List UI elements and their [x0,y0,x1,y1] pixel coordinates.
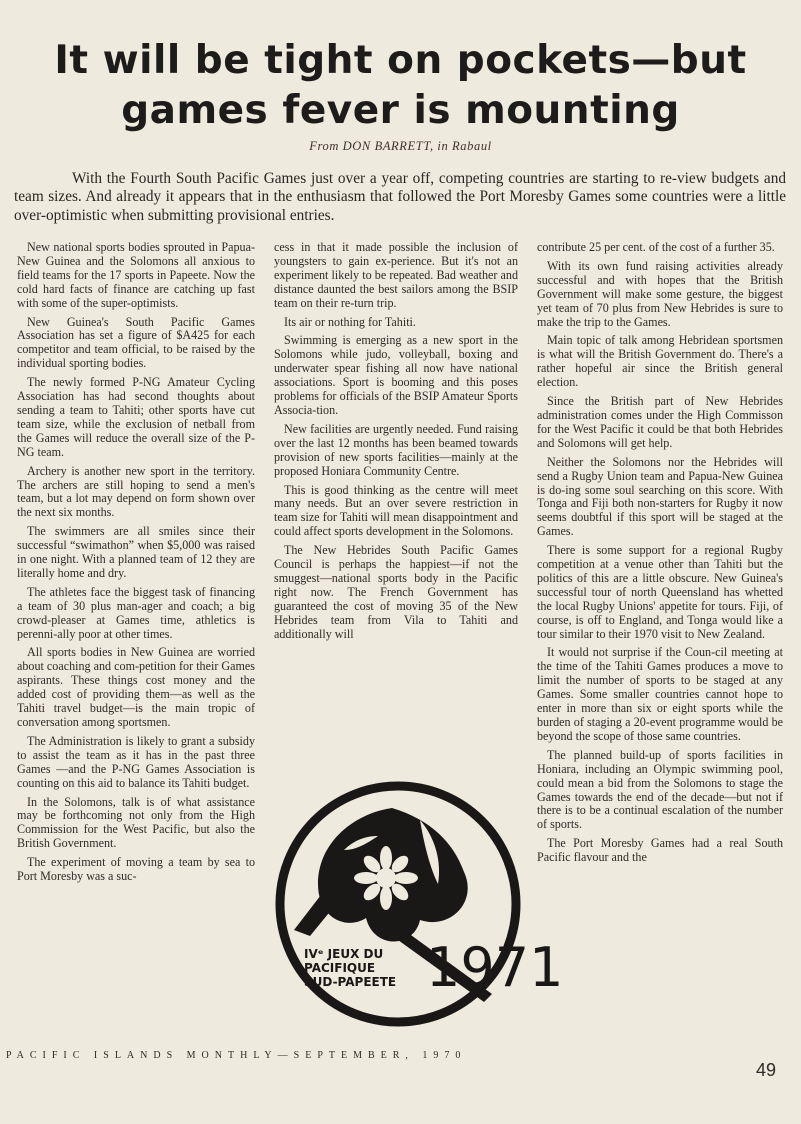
article-paragraph: cess in that it made possible the inclusion of youngsters to gain ex-perience. But it's not an experiment likely to be repeated. Bad weather and distance daunted the best sailors among the BSIP team on their re-turn trip. [274,240,518,310]
article-paragraph: The swimmers are all smiles since their successful “swimathon” when $5,000 was raised in one night. With a planned team of 12 they are literally home and dry. [17,524,255,580]
article-paragraph: The experiment of moving a team by sea to Port Moresby was a suc- [17,855,255,884]
article-paragraph: New national sports bodies sprouted in Papua-New Guinea and the Solomons all anxious to field teams for the 17 sports in Papeete. Now the cold hard facts of finance are catching up fast with some of the super-optimists. [17,240,255,310]
article-paragraph: Since the British part of New Hebrides administration comes under the High Commisson for the West Pacific it could be that both Hebrides and Solomons will get help. [537,394,783,450]
article-column-1 [17,241,255,889]
logo-year: 1971 [426,936,564,999]
article-paragraph: contribute 25 per cent. of the cost of a further 35. [537,240,775,254]
intro-paragraph: With the Fourth South Pacific Games just over a year off, competing countries are starting to re-view budgets and team sizes. And already it appears that in the enthusiasm that followed the Port Moresby Games some countries were a little over-optimistic when submitting provisional entries. [14,170,786,224]
article-paragraph: Its air or nothing for Tahiti. [284,314,416,329]
article-paragraph: The Administration is likely to grant a subsidy to assist the team as it has in the past three Games —and the P-NG Games Association is counting on this aid to balance its Tahiti budget. [17,733,255,790]
article-paragraph: There is some support for a regional Rugby competition at a venue other than Tahiti but the politics of this are a little obscure. New Guinea's successful tour of north Queensland has whetted the local Rugby Unions' appetite for tours. Fiji, of course, is off to England, and Tonga would like a tour similar to their 1970 visit to New Zealand. [537,543,783,641]
games-logo-emblem [274,780,564,1028]
article-column-3 [537,241,783,870]
article-paragraph: The New Hebrides South Pacific Games Council is perhaps the happiest—if not the smuggest—national sports body in the Pacific right now. The French Government has guaranteed the cost of moving 35 of the New Hebrides team from Vila to Tahiti and additionally will [274,543,518,641]
article-paragraph: New Guinea's South Pacific Games Association has set a figure of $A425 for each competitor and team official, to be raised by the individual sporting bodies. [17,314,255,371]
page-number: 49 [756,1060,777,1080]
article-paragraph: Main topic of talk among Hebridean sportsmen is what will the British Government do. There's a rather hopeful air since the British general election. [537,333,783,390]
article-paragraph: The planned build-up of sports facilities in Honiara, including an Olympic swimming pool, could mean a bid from the Solomons to stage the Games towards the end of the decade—but not if there is to be a continual escalation of the number of sports. [537,747,783,832]
article-paragraph: In the Solomons, talk is of what assistance may be forthcoming not only from the High Commission for the West Pacific, but also the British Government. [17,794,255,851]
article-paragraph: Archery is another new sport in the territory. The archers are still hoping to send a men's team, but a lot may depend on form shown over the next six months. [17,463,255,520]
logo-text-line-2: PACIFIQUE [304,961,376,975]
article-paragraph: Swimming is emerging as a new sport in the Solomons while judo, volleyball, boxing and underwater spear fishing all now have national associations. Sport is booming and this poses problems for officials of the BSIP Amateur Sports Associa-tion. [274,333,518,417]
article-paragraph: With its own fund raising activities already successful and with hopes that the British Government will make some gesture, the biggest yet team of 70 plus from New Hebrides is sure to make the trip to the Games. [537,258,783,329]
footer-masthead: PACIFIC ISLANDS MONTHLY—SEPTEMBER, 1970 [6,1050,467,1061]
article-paragraph: New facilities are urgently needed. Fund raising over the last 12 months has been beamed towards provision of new sports facilities—mainly at the proposed Honiara Community Centre. [274,421,518,478]
article-paragraph: Neither the Solomons nor the Hebrides will send a Rugby Union team and Papua-New Guinea is do-ing some soul searching on this score. With Tonga and Fiji both non-starters for Rugby it now seems doubtful if this sport will be staged at the Games. [537,454,783,539]
byline: From DON BARRETT, in Rabaul [309,139,492,153]
article-paragraph: The newly formed P-NG Amateur Cycling Association has had second thoughts about sending a team to Tahiti; other sports have cut team size, while the exclusion of netball from the Games will reduce the overall size of the P-NG team. [17,375,255,459]
article-paragraph: It would not surprise if the Coun-cil meeting at the time of the Tahiti Games produces a move to limit the number of sports to be staged at any Games. Some smaller countries cannot hope to enter in more than six or eight sports while the burden of staging a 20-event programme would be beyond the scope of those same countries. [537,645,783,743]
article-column-2 [274,241,518,646]
article-paragraph: The Port Moresby Games had a real South Pacific flavour and the [537,836,783,865]
headline-line-2: games fever is mounting [121,88,680,133]
headline [0,36,801,136]
headline-line-1: It will be tight on pockets—but [54,38,747,83]
article-paragraph: The athletes face the biggest task of financing a team of 30 plus man-ager and coach; a big crowd-pleaser at Games time, athletics is perenni-ally poor at other times. [17,584,255,641]
logo-text-line-3: SUD-PAPEETE [304,975,397,989]
article-paragraph: This is good thinking as the centre will meet many needs. But an over severe restriction in team size for Tahiti will mean disappointment and could affect sports development in the Solomons. [274,482,518,539]
logo-text-line-1: IVᵉ JEUX DU [304,947,384,961]
article-paragraph: All sports bodies in New Guinea are worried about coaching and com-petition for their Games aspirants. These things cost money and the added cost of providing them—as well as the Tahiti travel budget—is the main tropic of conversation among sportsmen. [17,645,255,729]
